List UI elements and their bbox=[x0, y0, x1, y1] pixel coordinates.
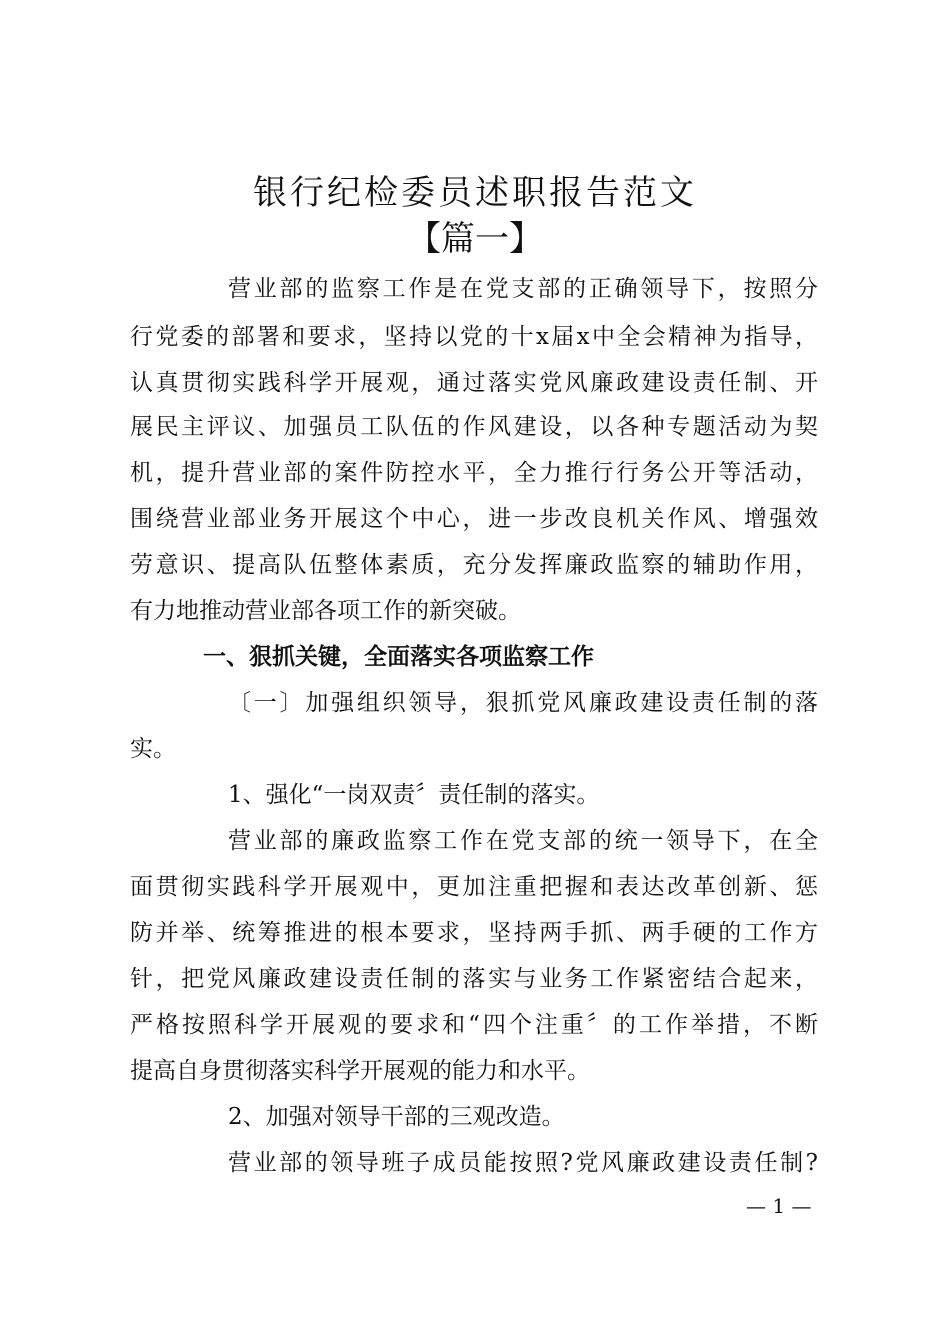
paragraph-line: 行党委的部署和要求，坚持以党的十x届x中全会精神为指导， bbox=[130, 324, 818, 350]
paragraph-line: 围绕营业部业务开展这个中心，进一步改良机关作风、增强效 bbox=[130, 506, 818, 532]
paragraph-line: 针，把党风廉政建设责任制的落实与业务工作紧密结合起来， bbox=[130, 966, 818, 992]
paragraph-line: 严格按照科学开展观的要求和“四个注重〞的工作举措，不断 bbox=[130, 1012, 818, 1038]
paragraph-line: 展民主评议、加强员工队伍的作风建设，以各种专题活动为契 bbox=[130, 414, 818, 440]
paragraph-line: 营业部的廉政监察工作在党支部的统一领导下，在全 bbox=[228, 828, 818, 854]
paragraph-line: 营业部的领导班子成员能按照?党风廉政建设责任制? bbox=[228, 1150, 818, 1176]
paragraph-line: 认真贯彻实践科学开展观，通过落实党风廉政建设责任制、开 bbox=[130, 370, 818, 396]
paragraph-line: 营业部的监察工作是在党支部的正确领导下，按照分 bbox=[228, 276, 818, 302]
page-number: — 1 — bbox=[746, 1194, 812, 1218]
document-title: 银行纪检委员述职报告范文 bbox=[253, 173, 697, 213]
paragraph-line: 机，提升营业部的案件防控水平，全力推行行务公开等活动， bbox=[130, 460, 818, 486]
section-heading: 一、狠抓关键，全面落实各项监察工作 bbox=[203, 644, 594, 670]
paragraph-line: 劳意识、提高队伍整体素质，充分发挥廉政监察的辅助作用， bbox=[130, 552, 818, 578]
paragraph-line: 提高自身贯彻落实科学开展观的能力和水平。 bbox=[130, 1058, 590, 1084]
paragraph-line: 面贯彻实践科学开展观中，更加注重把握和表达改革创新、惩 bbox=[130, 874, 818, 900]
paragraph-line: 实。 bbox=[130, 736, 176, 762]
paragraph-line: 〔一〕加强组织领导，狠抓党风廉政建设责任制的落 bbox=[228, 690, 818, 716]
subheading-line: 2、加强对领导干部的三观改造。 bbox=[228, 1104, 565, 1130]
paragraph-line: 有力地推动营业部各项工作的新突破。 bbox=[130, 598, 521, 624]
section-subtitle: 【篇一】 bbox=[407, 219, 543, 259]
subheading-line: 1、强化“一岗双责〞责任制的落实。 bbox=[228, 782, 600, 808]
paragraph-line: 防并举、统筹推进的根本要求，坚持两手抓、两手硬的工作方 bbox=[130, 920, 818, 946]
